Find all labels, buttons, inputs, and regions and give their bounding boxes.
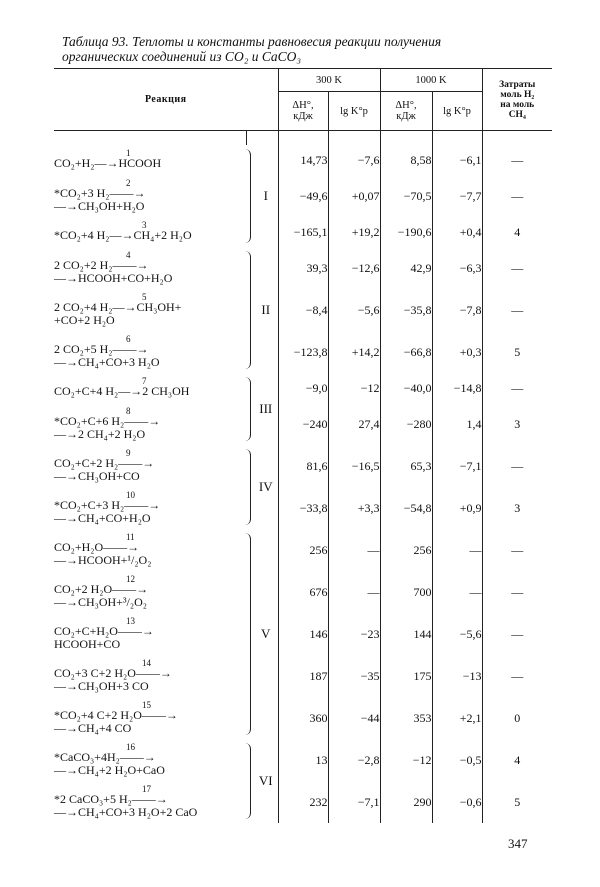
dh-label: ΔH°, bbox=[395, 100, 417, 111]
reaction-equation-line: *2 CaCO₃+5 H₂——→ bbox=[54, 791, 168, 806]
reaction-number: 7 bbox=[142, 376, 147, 387]
dh-300-cell: −240 bbox=[278, 403, 328, 445]
group-label bbox=[246, 529, 278, 739]
reaction-equation-line: —→CH₄+2 H₂O+CaO bbox=[54, 763, 165, 777]
lgk-1000-cell: −5,6 bbox=[432, 613, 482, 655]
reaction-cell bbox=[54, 145, 246, 175]
dh-300-cell: −9,0 bbox=[278, 373, 328, 403]
reaction-equation-line: —→2 CH₄+2 H₂O bbox=[54, 427, 146, 441]
reaction-equation-line: 2 CO₂+2 H₂——→ bbox=[54, 257, 149, 272]
lgk-300-cell: −44 bbox=[328, 697, 380, 739]
reaction-equation-line: CO₂+H₂—→HCOOH bbox=[54, 156, 162, 171]
dh-300-cell: 256 bbox=[278, 529, 328, 571]
reaction-equation-line: 2 CO₂+4 H₂—→CH₃OH+ bbox=[54, 299, 182, 314]
header-300k: 300 K bbox=[278, 69, 380, 92]
dh-unit: кДж bbox=[396, 111, 416, 122]
lgk-300-cell: +14,2 bbox=[328, 331, 380, 373]
reaction-cell bbox=[54, 571, 246, 613]
dh-300-cell: 39,3 bbox=[278, 247, 328, 289]
header-lgk-300: lg K°p bbox=[328, 92, 380, 131]
dh-label: ΔH°, bbox=[292, 100, 314, 111]
dh-1000-cell: −12 bbox=[380, 739, 432, 781]
dh-1000-cell: −66,8 bbox=[380, 331, 432, 373]
table-row bbox=[54, 175, 552, 217]
table-row bbox=[54, 145, 552, 175]
reaction-equation-line: CO₂+C+2 H₂——→ bbox=[54, 455, 155, 470]
table-row bbox=[54, 445, 552, 487]
table-row bbox=[54, 373, 552, 403]
lgk-1000-cell: +0,9 bbox=[432, 487, 482, 529]
dh-1000-cell: −40,0 bbox=[380, 373, 432, 403]
group-label bbox=[246, 373, 278, 445]
lgk-1000-cell: −7,7 bbox=[432, 175, 482, 217]
brace-icon bbox=[244, 251, 251, 369]
reaction-equation-line: CO₂+C+H₂O——→ bbox=[54, 623, 154, 638]
reaction-equation-line: —→CH₄+CO+3 H₂O bbox=[54, 355, 160, 369]
lgk-1000-cell: −6,1 bbox=[432, 145, 482, 175]
lgk-300-cell: −35 bbox=[328, 655, 380, 697]
brace-icon bbox=[244, 149, 251, 243]
dh-300-cell: 13 bbox=[278, 739, 328, 781]
cost-cell: 0 bbox=[482, 697, 552, 739]
dh-300-cell: −33,8 bbox=[278, 487, 328, 529]
table-row bbox=[54, 289, 552, 331]
cost-cell: — bbox=[482, 247, 552, 289]
dh-300-cell: 187 bbox=[278, 655, 328, 697]
lgk-1000-cell: −14,8 bbox=[432, 373, 482, 403]
reaction-equation-line: —→HCOOH+CO+H₂O bbox=[54, 271, 173, 285]
page-number: 347 bbox=[508, 836, 528, 851]
dh-300-cell: 14,73 bbox=[278, 145, 328, 175]
header-dh-300 bbox=[278, 92, 328, 131]
dh-1000-cell: 700 bbox=[380, 571, 432, 613]
header-1000k: 1000 K bbox=[380, 69, 482, 92]
dh-1000-cell: −190,6 bbox=[380, 217, 432, 247]
reaction-equation-line: CO₂+C+4 H₂—→2 CH₃OH bbox=[54, 384, 190, 399]
reaction-cell bbox=[54, 739, 246, 781]
reaction-cell bbox=[54, 289, 246, 331]
cost-cell: — bbox=[482, 145, 552, 175]
reaction-number: 1 bbox=[126, 148, 131, 159]
group-label bbox=[246, 145, 278, 247]
reaction-equation-line: *CO₂+C+6 H₂——→ bbox=[54, 413, 161, 428]
lgk-300-cell: −12 bbox=[328, 373, 380, 403]
reaction-number: 6 bbox=[126, 333, 131, 344]
reaction-equation-line: —→HCOOH+¹/₂O₂ bbox=[54, 553, 152, 567]
reaction-equation-line: —→CH₃OH+³/₂O₂ bbox=[54, 595, 147, 609]
table-body bbox=[54, 131, 552, 824]
table-row bbox=[54, 655, 552, 697]
dh-300-cell: −165,1 bbox=[278, 217, 328, 247]
dh-1000-cell: 144 bbox=[380, 613, 432, 655]
reaction-cell bbox=[54, 487, 246, 529]
lgk-300-cell: −12,6 bbox=[328, 247, 380, 289]
dh-1000-cell: 42,9 bbox=[380, 247, 432, 289]
cost-line-2: моль H₂ bbox=[500, 89, 535, 100]
cost-cell: — bbox=[482, 289, 552, 331]
group-roman-numeral: II bbox=[261, 302, 271, 317]
brace-icon bbox=[244, 533, 251, 735]
reaction-table bbox=[54, 68, 552, 823]
cost-cell: — bbox=[482, 655, 552, 697]
reaction-number: 14 bbox=[142, 657, 151, 668]
reaction-number: 12 bbox=[126, 573, 135, 584]
table-row bbox=[54, 529, 552, 571]
reaction-cell bbox=[54, 529, 246, 571]
lgk-300-cell: — bbox=[328, 571, 380, 613]
reaction-equation-line: —→CH₃OH+CO bbox=[54, 469, 140, 483]
table-row bbox=[54, 403, 552, 445]
lgk-1000-cell: 1,4 bbox=[432, 403, 482, 445]
reaction-cell bbox=[54, 373, 246, 403]
dh-300-cell: 676 bbox=[278, 571, 328, 613]
dh-300-cell: 81,6 bbox=[278, 445, 328, 487]
table-row bbox=[54, 247, 552, 289]
lgk-300-cell: +3,3 bbox=[328, 487, 380, 529]
reaction-number: 13 bbox=[126, 615, 135, 626]
cost-cell: 5 bbox=[482, 781, 552, 823]
header-cost bbox=[482, 69, 552, 131]
lgk-300-cell: −2,8 bbox=[328, 739, 380, 781]
cost-cell: 4 bbox=[482, 217, 552, 247]
group-label bbox=[246, 739, 278, 823]
cost-cell: — bbox=[482, 571, 552, 613]
dh-1000-cell: 256 bbox=[380, 529, 432, 571]
dh-300-cell: 232 bbox=[278, 781, 328, 823]
reaction-cell bbox=[54, 781, 246, 823]
dh-1000-cell: 65,3 bbox=[380, 445, 432, 487]
dh-300-cell: 146 bbox=[278, 613, 328, 655]
reaction-cell bbox=[54, 175, 246, 217]
table-row bbox=[54, 613, 552, 655]
lgk-1000-cell: −7,8 bbox=[432, 289, 482, 331]
lgk-300-cell: — bbox=[328, 529, 380, 571]
brace-icon bbox=[244, 377, 251, 441]
reaction-cell bbox=[54, 613, 246, 655]
lgk-1000-cell: — bbox=[432, 529, 482, 571]
cost-cell: — bbox=[482, 445, 552, 487]
brace-icon bbox=[244, 743, 251, 819]
dh-300-cell: 360 bbox=[278, 697, 328, 739]
group-roman-numeral: I bbox=[263, 188, 268, 203]
reaction-equation-line: CO₂+2 H₂O——→ bbox=[54, 581, 149, 596]
brace-icon bbox=[244, 449, 251, 525]
dh-300-cell: −49,6 bbox=[278, 175, 328, 217]
dh-1000-cell: −70,5 bbox=[380, 175, 432, 217]
lgk-300-cell: −16,5 bbox=[328, 445, 380, 487]
dh-1000-cell: −280 bbox=[380, 403, 432, 445]
group-roman-numeral: V bbox=[261, 626, 271, 641]
lgk-1000-cell: −0,5 bbox=[432, 739, 482, 781]
cost-cell: 3 bbox=[482, 487, 552, 529]
reaction-equation-line: CO₂+H₂O——→ bbox=[54, 539, 140, 554]
lgk-300-cell: +19,2 bbox=[328, 217, 380, 247]
reaction-equation-line: —→CH₄+CO+3 H₂O+2 CaO bbox=[54, 805, 198, 819]
header-lgk-1000: lg K°p bbox=[432, 92, 482, 131]
cost-cell: — bbox=[482, 613, 552, 655]
table-row bbox=[54, 697, 552, 739]
reaction-equation-line: *CO₂+C+3 H₂——→ bbox=[54, 497, 161, 512]
reaction-number: 10 bbox=[126, 489, 135, 500]
reaction-equation-line: *CO₂+4 C+2 H₂O——→ bbox=[54, 707, 178, 722]
table-row bbox=[54, 739, 552, 781]
group-roman-numeral: III bbox=[259, 401, 273, 416]
dh-unit: кДж bbox=[293, 111, 313, 122]
reaction-cell bbox=[54, 697, 246, 739]
cost-cell: 5 bbox=[482, 331, 552, 373]
reaction-equation-line: CO₂+3 C+2 H₂O——→ bbox=[54, 665, 172, 680]
header-reaction: Реакция bbox=[54, 69, 278, 131]
lgk-1000-cell: −13 bbox=[432, 655, 482, 697]
cost-cell: 4 bbox=[482, 739, 552, 781]
reaction-equation-line: —→CH₃OH+H₂O bbox=[54, 199, 145, 213]
cost-line-1: Затраты bbox=[499, 79, 536, 90]
group-label bbox=[246, 445, 278, 529]
reaction-number: 2 bbox=[126, 177, 131, 188]
cost-line-4: CH₄ bbox=[508, 109, 526, 120]
reaction-cell bbox=[54, 445, 246, 487]
reaction-number: 16 bbox=[126, 741, 135, 752]
dh-1000-cell: 175 bbox=[380, 655, 432, 697]
reaction-equation-line: +CO+2 H₂O bbox=[54, 313, 115, 327]
table-row bbox=[54, 781, 552, 823]
group-roman-numeral: VI bbox=[258, 773, 273, 788]
dh-300-cell: −8,4 bbox=[278, 289, 328, 331]
reaction-number: 8 bbox=[126, 405, 131, 416]
caption-line-1: Таблица 93. Теплоты и константы равновесия реакции получения bbox=[62, 34, 442, 49]
table-row bbox=[54, 487, 552, 529]
dh-1000-cell: −35,8 bbox=[380, 289, 432, 331]
reaction-cell bbox=[54, 403, 246, 445]
reaction-number: 9 bbox=[126, 447, 131, 458]
dh-1000-cell: 353 bbox=[380, 697, 432, 739]
reaction-cell bbox=[54, 655, 246, 697]
reaction-number: 5 bbox=[142, 291, 147, 302]
header-dh-1000 bbox=[380, 92, 432, 131]
reaction-equation-line: *CaCO₃+4H₂——→ bbox=[54, 749, 156, 764]
reaction-equation-line: —→CH₄+CO+H₂O bbox=[54, 511, 151, 525]
lgk-1000-cell: −0,6 bbox=[432, 781, 482, 823]
lgk-1000-cell: +0,3 bbox=[432, 331, 482, 373]
dh-1000-cell: 8,58 bbox=[380, 145, 432, 175]
reaction-equation-line: HCOOH+CO bbox=[54, 637, 121, 651]
group-roman-numeral: IV bbox=[258, 479, 273, 494]
table-row bbox=[54, 331, 552, 373]
reaction-number: 3 bbox=[142, 220, 147, 231]
lgk-1000-cell: −7,1 bbox=[432, 445, 482, 487]
lgk-1000-cell: — bbox=[432, 571, 482, 613]
lgk-300-cell: 27,4 bbox=[328, 403, 380, 445]
reaction-equation-line: —→CH₃OH+3 CO bbox=[54, 679, 149, 693]
reaction-number: 17 bbox=[142, 783, 151, 794]
reaction-equation-line: 2 CO₂+5 H₂——→ bbox=[54, 341, 149, 356]
cost-line-3: на моль bbox=[500, 99, 535, 110]
reaction-number: 11 bbox=[126, 531, 135, 542]
reaction-number: 15 bbox=[142, 699, 151, 710]
table-row bbox=[54, 571, 552, 613]
lgk-300-cell: +0,07 bbox=[328, 175, 380, 217]
reaction-number: 4 bbox=[126, 249, 131, 260]
dh-300-cell: −123,8 bbox=[278, 331, 328, 373]
lgk-300-cell: −5,6 bbox=[328, 289, 380, 331]
reaction-equation-line: *CO₂+4 H₂—→CH₄+2 H₂O bbox=[54, 228, 192, 243]
group-label bbox=[246, 247, 278, 373]
cost-cell: 3 bbox=[482, 403, 552, 445]
lgk-300-cell: −7,6 bbox=[328, 145, 380, 175]
cost-cell: — bbox=[482, 529, 552, 571]
lgk-300-cell: −23 bbox=[328, 613, 380, 655]
reaction-cell bbox=[54, 247, 246, 289]
dh-1000-cell: 290 bbox=[380, 781, 432, 823]
table-row bbox=[54, 217, 552, 247]
cost-cell: — bbox=[482, 373, 552, 403]
table-caption bbox=[62, 34, 482, 64]
dh-1000-cell: −54,8 bbox=[380, 487, 432, 529]
reaction-cell bbox=[54, 331, 246, 373]
lgk-1000-cell: −6,3 bbox=[432, 247, 482, 289]
lgk-1000-cell: +2,1 bbox=[432, 697, 482, 739]
caption-line-2: органических соединений из CO₂ и CaCO₃ bbox=[62, 49, 302, 64]
lgk-300-cell: −7,1 bbox=[328, 781, 380, 823]
cost-cell: — bbox=[482, 175, 552, 217]
reaction-equation-line: —→CH₄+4 CO bbox=[54, 721, 132, 735]
reaction-equation-line: *CO₂+3 H₂——→ bbox=[54, 185, 146, 200]
lgk-1000-cell: +0,4 bbox=[432, 217, 482, 247]
reaction-cell bbox=[54, 217, 246, 247]
